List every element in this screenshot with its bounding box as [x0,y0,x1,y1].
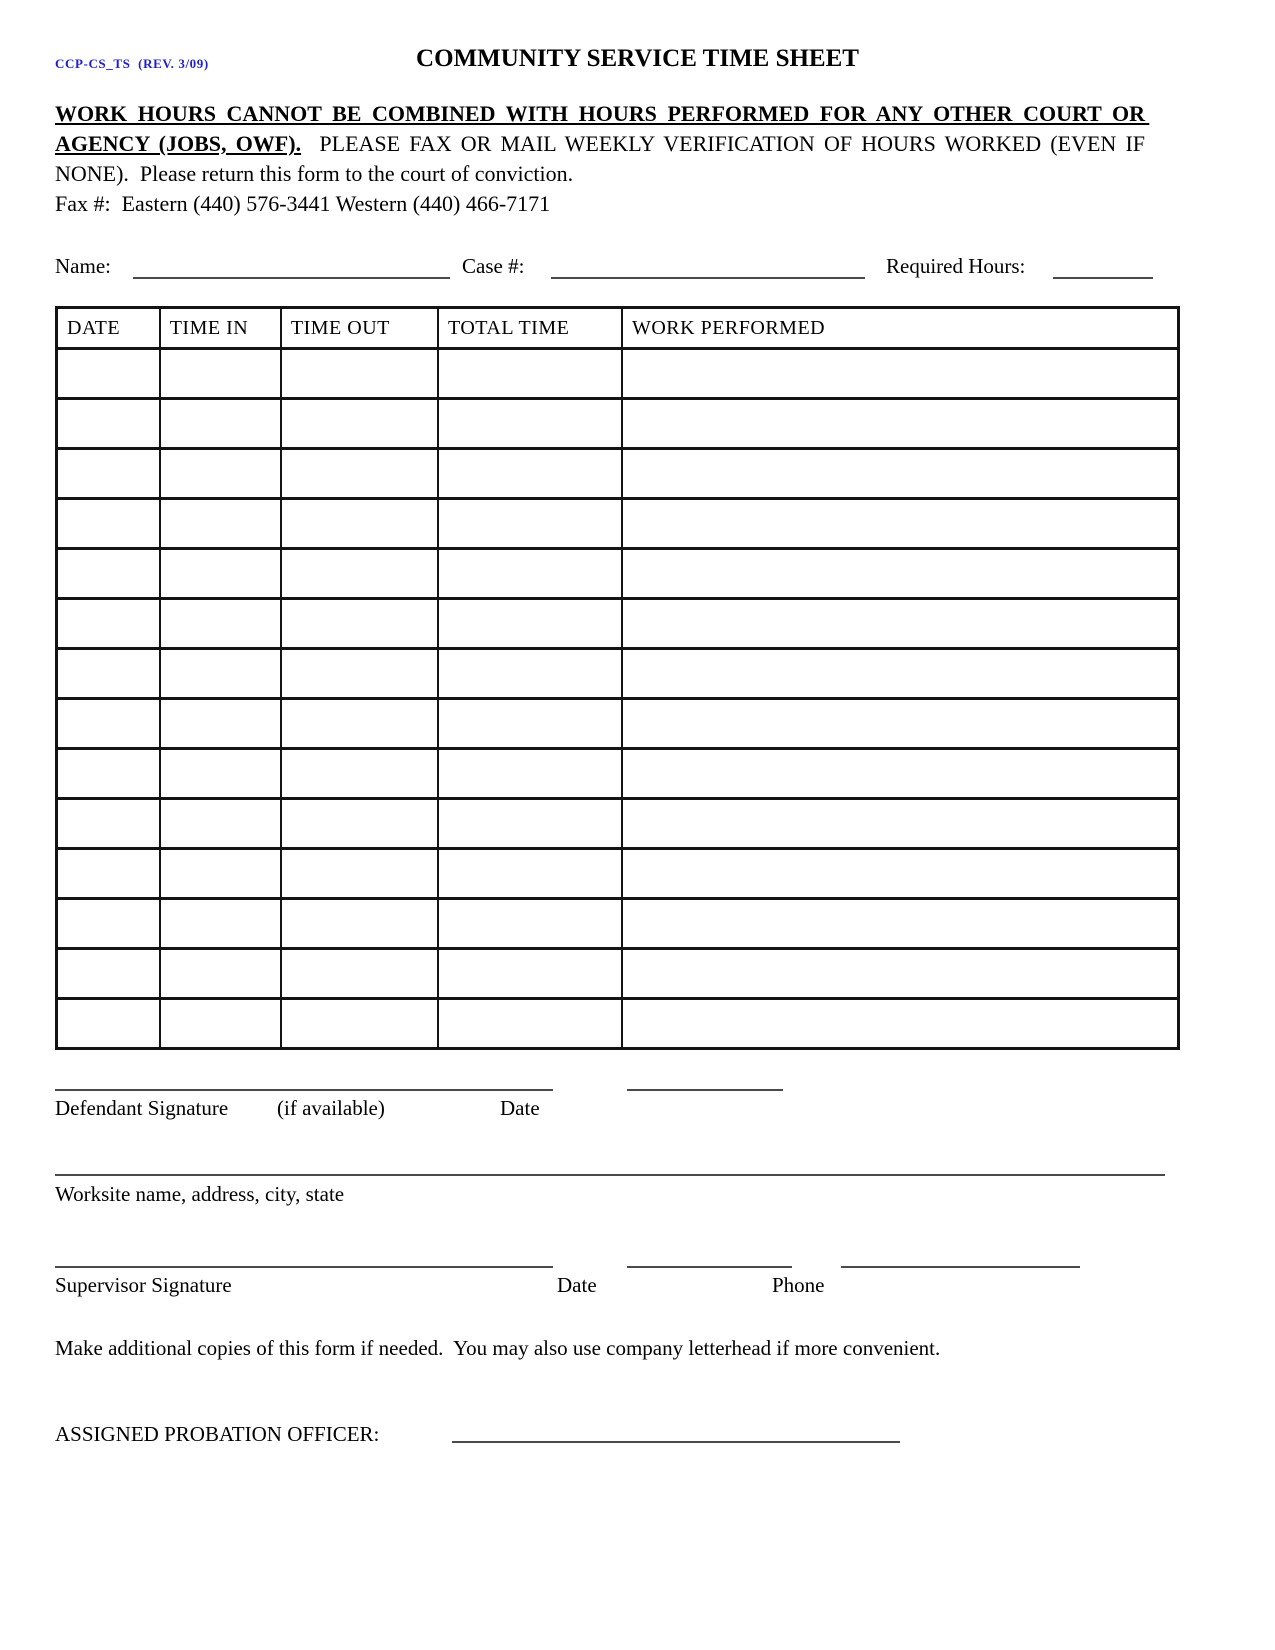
table-row [57,699,1179,749]
table-row [57,499,1179,549]
table-cell [622,899,1179,949]
required-hours-fill-line [1053,277,1153,279]
table-cell [281,599,438,649]
table-cell [160,799,281,849]
table-cell [57,949,160,999]
table-row [57,849,1179,899]
table-cell [622,849,1179,899]
table-cell [622,699,1179,749]
timesheet-table-body [57,349,1179,1049]
timesheet-table [55,306,1180,1050]
table-cell [160,649,281,699]
name-label: Name: [55,254,111,278]
worksite-fill-line [55,1174,1165,1176]
table-cell [622,549,1179,599]
table-cell [438,499,622,549]
table-cell [622,349,1179,399]
table-cell [57,599,160,649]
probation-officer-label: ASSIGNED PROBATION OFFICER: [55,1422,380,1446]
column-header: WORK PERFORMED [622,308,1179,349]
table-row [57,399,1179,449]
table-cell [281,799,438,849]
table-cell [160,549,281,599]
table-cell [438,399,622,449]
table-cell [160,599,281,649]
table-cell [57,899,160,949]
page-title: COMMUNITY SERVICE TIME SHEET [416,45,859,72]
table-row [57,349,1179,399]
fax-numbers-line: Fax #: Eastern (440) 576-3441 Western (440) 466-7171 [55,191,551,216]
table-cell [57,399,160,449]
defendant-signature-label: Defendant Signature [55,1096,229,1120]
table-cell [160,949,281,999]
table-cell [160,349,281,399]
supervisor-signature-line [55,1266,553,1268]
column-header: TIME OUT [281,308,438,349]
table-cell [438,649,622,699]
notice-paragraph [55,99,1151,189]
table-cell [281,999,438,1049]
copies-note: Make additional copies of this form if needed. You may also use company letterhead if more convenient. [55,1336,941,1360]
table-row [57,899,1179,949]
table-row [57,949,1179,999]
table-cell [281,749,438,799]
defendant-date-label: Date [500,1096,540,1120]
table-cell [57,649,160,699]
table-row [57,649,1179,699]
supervisor-phone-line [841,1266,1080,1268]
worksite-label: Worksite name, address, city, state [55,1182,345,1206]
table-cell [622,949,1179,999]
table-cell [57,699,160,749]
table-row [57,449,1179,499]
table-cell [57,799,160,849]
table-cell [160,749,281,799]
defendant-signature-line [55,1089,553,1091]
table-cell [160,499,281,549]
table-cell [622,799,1179,849]
table-row [57,999,1179,1049]
supervisor-phone-label: Phone [772,1273,825,1297]
notice-bold-text: WORK HOURS CANNOT BE COMBINED WITH HOURS PERFORMED FOR ANY OTHER COURT OR AGENCY (JOBS, OWF). [55,101,1150,156]
table-cell [160,999,281,1049]
table-cell [438,449,622,499]
table-row [57,549,1179,599]
table-cell [438,749,622,799]
table-cell [160,699,281,749]
notice-regular-text: PLEASE FAX OR MAIL WEEKLY VERIFICATION OF HOURS WORKED (EVEN IF NONE). Please return this form to the court of conviction. [55,131,1151,186]
table-row [57,599,1179,649]
table-cell [438,999,622,1049]
table-cell [160,399,281,449]
table-cell [622,749,1179,799]
table-cell [281,399,438,449]
supervisor-date-label: Date [557,1273,597,1297]
form-code: CCP-CS_TS (REV. 3/09) [55,56,209,71]
table-cell [281,949,438,999]
table-cell [281,699,438,749]
table-row [57,799,1179,849]
table-cell [57,849,160,899]
timesheet-table-container [55,306,1180,1050]
case-number-label: Case #: [462,254,525,278]
supervisor-signature-label: Supervisor Signature [55,1273,232,1297]
table-cell [438,549,622,599]
table-cell [438,899,622,949]
table-cell [281,649,438,699]
table-cell [281,449,438,499]
table-cell [281,549,438,599]
table-cell [281,499,438,549]
table-cell [622,599,1179,649]
table-cell [622,649,1179,699]
column-header: TOTAL TIME [438,308,622,349]
table-cell [438,949,622,999]
table-cell [57,749,160,799]
supervisor-date-line [627,1266,792,1268]
table-cell [160,449,281,499]
required-hours-label: Required Hours: [886,254,1026,278]
table-header-row [57,308,1179,349]
defendant-date-line [627,1089,783,1091]
table-cell [438,349,622,399]
name-fill-line [133,277,450,279]
table-cell [160,899,281,949]
table-cell [622,499,1179,549]
table-cell [57,499,160,549]
table-cell [281,849,438,899]
table-cell [438,699,622,749]
defendant-signature-note: (if available) [277,1096,385,1120]
table-cell [57,549,160,599]
column-header: TIME IN [160,308,281,349]
table-cell [622,399,1179,449]
table-cell [281,349,438,399]
table-cell [160,849,281,899]
case-number-fill-line [551,277,865,279]
table-row [57,749,1179,799]
table-cell [622,999,1179,1049]
table-cell [438,799,622,849]
column-header: DATE [57,308,160,349]
table-cell [57,449,160,499]
table-cell [281,899,438,949]
table-cell [622,449,1179,499]
table-cell [438,599,622,649]
table-cell [438,849,622,899]
table-cell [57,999,160,1049]
table-cell [57,349,160,399]
probation-officer-fill-line [452,1441,900,1443]
